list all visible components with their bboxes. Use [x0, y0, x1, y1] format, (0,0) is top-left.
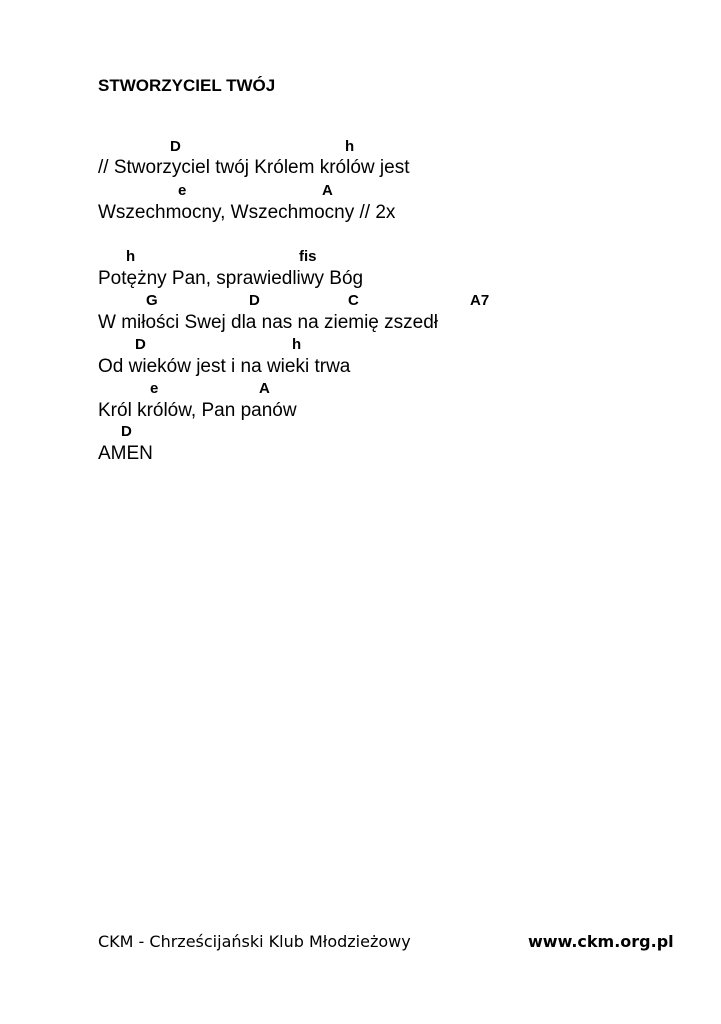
chord: D — [249, 292, 260, 309]
chord: D — [121, 423, 132, 440]
chord: fis — [299, 248, 317, 265]
footer-website: www.ckm.org.pl — [528, 932, 674, 951]
chord: e — [178, 182, 187, 199]
chord: e — [150, 380, 159, 397]
chord: h — [126, 248, 136, 265]
lyric-line: Od wieków jest i na wieki trwa — [98, 356, 351, 377]
chord: G — [146, 292, 158, 309]
chord: A7 — [470, 292, 490, 309]
chord: D — [135, 336, 146, 353]
chord: h — [292, 336, 302, 353]
lyric-line: // Stworzyciel twój Królem królów jest — [98, 157, 410, 178]
song-title: STWORZYCIEL TWÓJ — [98, 76, 276, 95]
lyric-line: AMEN — [98, 443, 153, 464]
chord: C — [348, 292, 359, 309]
lyric-line: Wszechmocny, Wszechmocny // 2x — [98, 202, 396, 223]
chord: D — [170, 138, 181, 155]
chord: A — [322, 182, 333, 199]
lyric-line: Król królów, Pan panów — [98, 400, 297, 421]
lyric-line: Potężny Pan, sprawiedliwy Bóg — [98, 268, 364, 289]
chord: h — [345, 138, 355, 155]
chord: A — [259, 380, 270, 397]
lyric-line: W miłości Swej dla nas na ziemię zszedł — [98, 312, 439, 333]
footer-organization: CKM - Chrześcijański Klub Młodzieżowy — [98, 932, 411, 951]
